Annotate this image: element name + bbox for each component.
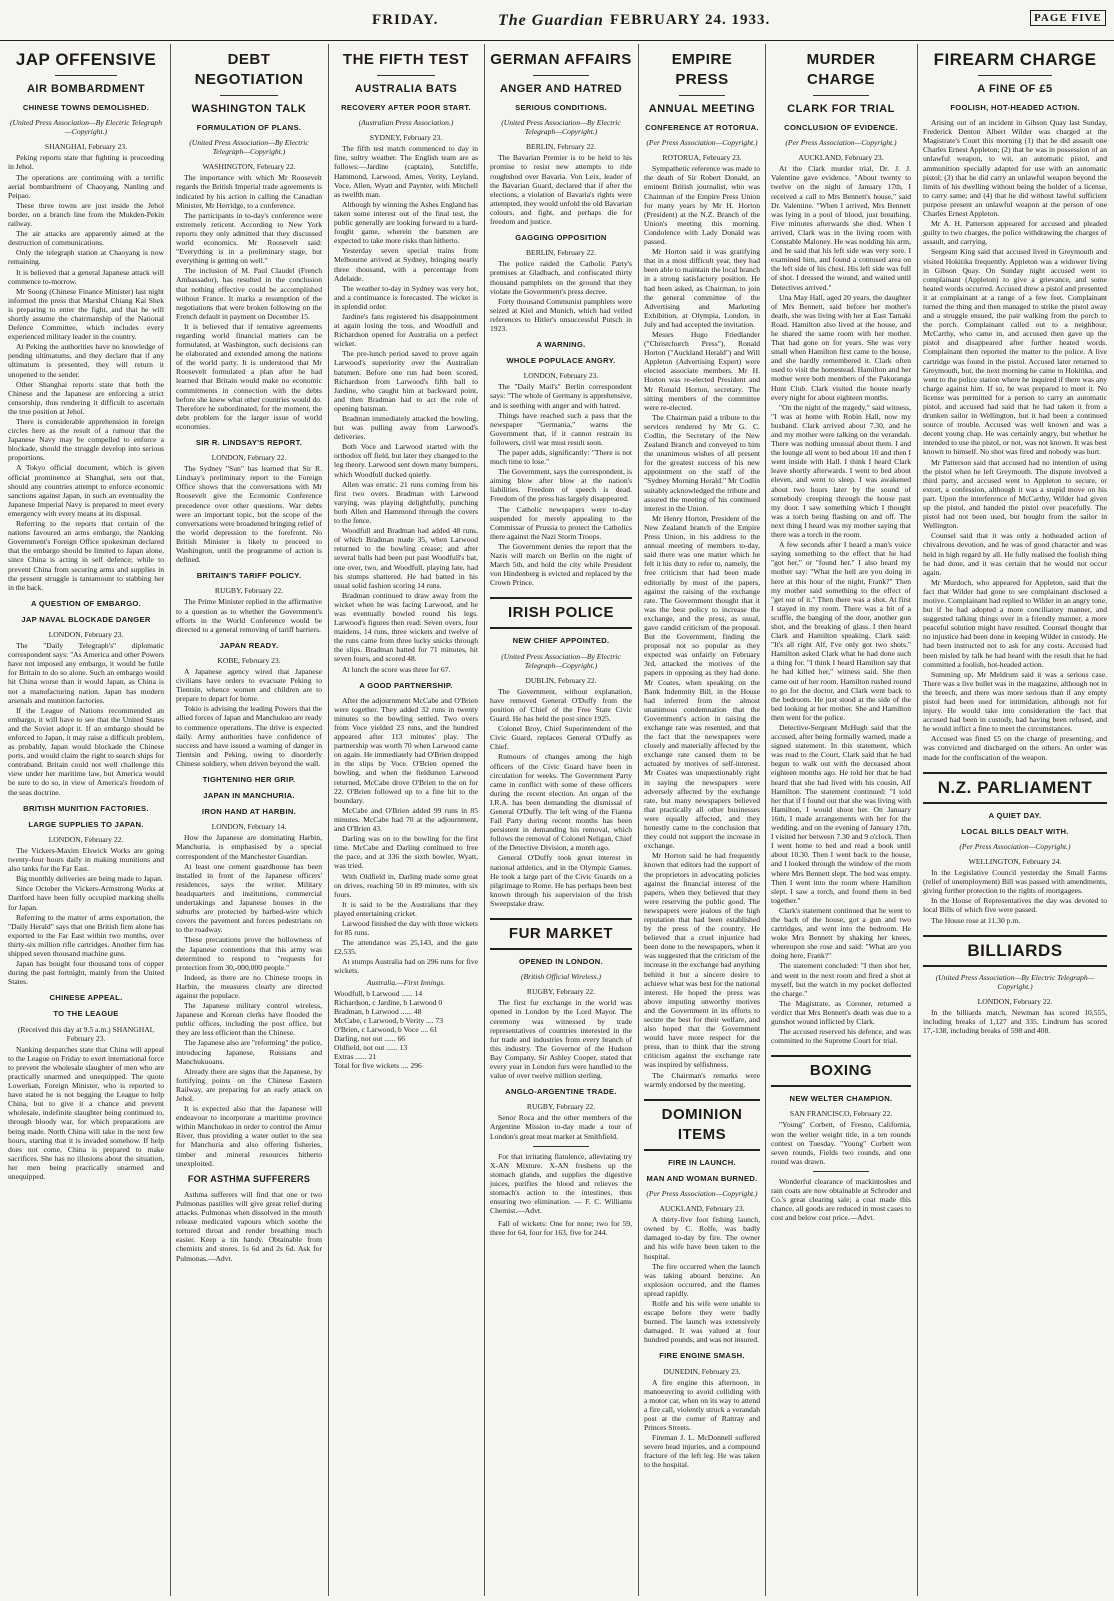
- paragraph: With Oldfield in, Darling made some great on drives, reaching 50 in 89 minutes, with six fours.: [334, 871, 478, 899]
- paragraph: Mr Horton said he had frequently known that editors had the support of the proprietors in advocating policies against the financial interest of the papers, when they believed that they were reserving the public good. The newspapers were jealous of the high reputation that had been established by the press of the country. He believed that a cruel injustice had been done to the newspapers, when it was suggested that the criticism of the increase in the exchange had anything behind it but a sincere desire to achieve what was best for the national interest. He hoped the press was above imputing unworthy motives and the Government in its efforts to secure the best for their welfare, and also hoped that the Government would have more respect for the press, than to think that the strong criticism against the exchange rate was inspired by selfishness.: [644, 851, 760, 1070]
- scorecard-line: Bradman, b Larwood ...... 48: [334, 1006, 422, 1016]
- headline: GERMAN AFFAIRS: [490, 51, 632, 68]
- paragraph: The pre-lunch period saved to prove again Larwood's superiority over the Australian batsmen. Before one run had been scored, Richardson from Larwood's fifth ball to Jardine, who caught him at backward point, and then Bradman had to act the role of opening batsman.: [334, 349, 478, 413]
- section-head: FIRE ENGINE SMASH.: [659, 1351, 745, 1361]
- scorecard-line: Oldfield, not out ...... 13: [334, 1043, 408, 1053]
- paragraph: The first fur exchange in the world was opened in London by the Lord Mayor. The ceremony was witnessed by trade representatives of countries interested in the fur trade and industries from every branch of this industry. The Governor of the Hudson Bay Company, Sir Ashley Cooper, stated that every year in London furs were handled to the value of over twelve million sterling.: [490, 998, 632, 1081]
- paragraph: The accused reserved his defence, and was committed to the Supreme Court for trial.: [771, 1027, 911, 1046]
- paragraph: Mr Horton said it was gratifying that in a most difficult year, they had been able to maintain the local branch in a strong satisfactory position. He had been asked, as Chairman, to join the general committee of the Advertising and Marketing Exhibition, at Olympia, London, in July and had accepted the invitation.: [644, 247, 760, 329]
- headline-box: [644, 1099, 760, 1151]
- headline: BILLIARDS: [967, 940, 1063, 960]
- paragraph: The paper adds, significantly: "There is not much time to lose.": [490, 448, 632, 467]
- paragraph: McCabe and O'Brien added 99 runs in 85 minutes. McCabe had 70 at the adjournment, and O'Brien 43.: [334, 805, 478, 834]
- paragraph: The Japanese military control wireless, Japanese and Korean clerks have flooded the public offices, including the post office, but they are less efficient than the Chinese.: [176, 1001, 322, 1038]
- kicker: NEW CHIEF APPOINTED.: [512, 636, 610, 646]
- paragraph: Nanking despatches state that China will appeal to the League on Friday to exert international force to prevent the wholesale slaughter of men who are practically unarmed and unequipped. The quote Lowerkan, Foreign Minister, who is reported to have stated he is not begging the League to help China, but to give it a chance and prevent wholesale, indefinite slaughter being continued to, through bloody war, for which preparations are being made. North China will take in the next few hours, starting that it is invaded somehow. If help does not come, China is prepared to make sacrifices. She has no illusions about the situation, her men being practically unarmed and unequipped.: [8, 1044, 164, 1182]
- paragraph: Sympathetic reference was made to the death of Sir Robert Donald, an eminent British journalist, who was Chairman of the Empire Press Union for many years by Mr H. Horton (President) at the N.Z. Branch of the Union's meeting this morning. Condolence with Lady Donald was passed.: [644, 164, 760, 247]
- section-head: MAN AND WOMAN BURNED.: [646, 1173, 758, 1183]
- paragraph: Senor Roca and the other members of the Argentine Mission to-day made a tour of London's great meat market at Smithfield.: [490, 1113, 632, 1141]
- headline: N.Z. PARLIAMENT: [937, 777, 1093, 797]
- column-empire-press: [644, 44, 760, 1596]
- paragraph: The participants in to-day's conference were extremely reticent. According to New York reports they only admitted that they discussed world economics. Mr Roosevelt said: "Everything is in a preliminary stage, but everything is getting on well.": [176, 210, 322, 266]
- paragraph: Woodfull and Bradman had added 48 runs, of which Bradman made 35, when Larwood returned to the bowling crease; and after several balls had been put past Woodfull's bat, one over, two, and Woodfull, playing late, had his stumps shattered. He had batted in his usual solid fashion scoring 14 runs.: [334, 526, 478, 590]
- subheadline: A FINE OF £5: [977, 83, 1053, 95]
- paragraph: Although by winning the Ashes England has taken some interest out of the final test, the public generally are looking forward to a hard-fought game, wherein the batsmen are expected to take more risks than hitherto.: [334, 199, 478, 246]
- paragraph: Counsel said that it was only a hotheaded action of chivalrous devotion, and he was of good character and was held in high regard by all. He fully realised the foolish thing he had done, and it was certain that he would not occur again.: [923, 531, 1107, 577]
- section-head: TIGHTENING HER GRIP.: [202, 775, 296, 784]
- section-head: ANGLO-ARGENTINE TRADE.: [505, 1087, 617, 1097]
- paragraph: Sergeant King said that accused lived in Greymouth and visited Hokitika frequently. Appleton was a widower living in Gibson Quay. On Sunday night accused went to complainant (Appleton) to give a grievance, and some heated words occurred. Accused drew a pistol and presented it at complainant at a range of a few feet. Complainant turned the thing and then managed to strike the pistol away and a struggle ensued, the pair walking from the porch to the porch. Complainant called out to a neighbour, McCarthy, who came in, and accused then gave up the pistol and disappeared after further heated words. Complainant then reported the matter to the police. A live cartridge was found in the pistol. Accused later returned to Greymouth, but, the next morning he came to Hokitika, and went to the police station where he inquired if there was any charge against him. If so, he was prepared to meet it. No license was permitted for a person to carry an automatic pistol, and accused had said that he had taken it from a drunken sailor in Wellington, but it had been a continued source of trouble. Accused was well known and was a decent young chap. He was certainly angry, but whether he intended to use the pistol, or not, was not known. It was best known to himself. No shot was fired and nobody was hurt.: [923, 247, 1107, 457]
- credit-line: (Per Press Association—Copyright.): [646, 1188, 758, 1198]
- paragraph: The importance with which Mr Roosevelt regards the British Imperial trade agreements is indicated by his action in calling the Canadian Minister, Mr Herridge, to a conference.: [176, 173, 322, 210]
- dateline: LONDON, February 23.: [523, 371, 599, 381]
- paragraph: The "Daily Mail's" Berlin correspondent says: "The whole of Germany is apprehensive, and is seething with anger and with hatred.: [490, 382, 632, 410]
- headline: EMPIRE PRESS: [671, 51, 733, 88]
- paragraph: Only the telegraph station at Chaoyang is now remaining.: [8, 248, 164, 267]
- dateline: LONDON, February 14.: [211, 822, 287, 832]
- scorecard-head: Australia.—First Innings.: [366, 977, 446, 987]
- divider: [55, 75, 117, 76]
- masthead-title: The Guardian: [498, 12, 604, 29]
- paragraph: Mr A. H. Patterson appeared for accused and pleaded guilty to two charges, the police withdrawing the charges of assault, and carrying.: [923, 219, 1107, 247]
- headline: BOXING: [809, 1062, 873, 1080]
- paragraph: Referring to the reports that certain of the nations favoured an arms embargo, the Nanking Government's Foreign Office spokesman declared that the embargo should be limited to Japan alone, since China is acting in self defence; while to prevent China from securing arms and supplies in the present struggle is tantamount to stabbing her in the back.: [8, 519, 164, 592]
- dateline: AUCKLAND, February 23.: [798, 153, 884, 163]
- divider: [978, 75, 1052, 76]
- column-rule: [484, 44, 485, 1596]
- paragraph: The operations are continuing with a terrific aerial bombardment of Chaoyang, Nanling and Peipao.: [8, 172, 164, 200]
- scorecard-line: Extras ...... 21: [334, 1052, 377, 1062]
- kicker: FORMULATION OF PLANS.: [196, 123, 302, 132]
- paragraph: Colonel Broy, Chief Superintendent of the Civic Guard, replaces General O'Duffy as Chief.: [490, 724, 632, 752]
- paragraph: The Sydney "Sun" has learned that Sir R. Lindsay's preliminary report to the Foreign Office shows that the conversations with Mr Roosevelt give the Economic Conference precedence over other questions. War debts were an important topic, but the scope of the conversations were broadened bringing relief of the world depression to the forefront. No British Minister is likely to proceed to Washington, until the programme of action is defined.: [176, 464, 322, 565]
- paragraph: "Young" Corbett, of Fresno, California, won the welter weight title, in a ten rounds contest on Tuesday. "Young" Corbett won seven rounds, Fields two rounds, and one round was drawn.: [771, 1120, 911, 1166]
- paragraph: In the billiards match, Newman has scored 10,555, including breaks of 1,127 and 335. Lindrum has scored 17,-138, including breaks of 598 and 408.: [923, 1007, 1107, 1036]
- paragraph: The Bavarian Premier is to be held to his promise to resist new attempts to ride roughshod over Bavaria. Von Leix, leader of the Bavarian Guard, declared that if after the elections, a violation of Bavaria's rights were attempted, they would unfold the old Bavarian colours, and fight, and perhaps die for freedom and justice.: [490, 153, 632, 227]
- kicker: FOOLISH, HOT-HEADED ACTION.: [950, 103, 1080, 112]
- paragraph: The Prime Minister replied in the affirmative to a question as to whether the Government's efforts in the World Conference would be directed to a general removing of tariff barriers.: [176, 597, 322, 634]
- kicker: CONCLUSION OF EVIDENCE.: [784, 123, 898, 132]
- divider: [377, 75, 435, 76]
- scorecard-line: Richardson, c Jardine, b Larwood 0: [334, 997, 443, 1007]
- paragraph: After the adjournment McCabe and O'Brien were together. They added 32 runs in twenty minutes so the bowling settled. Two overs from Voce yielded 23 runs, and the hundred appeared after 113 minutes' play. The partnership was worth 70 when Larwood came on again. He immediately had O'Brien dropped in the slips by Voce. O'Brien opened the bowling, and when the fieldsmen Larwood returned, McCabe drove O'Brien to the on for 22. O'Brien followed up to a fine hit to the boundary.: [334, 695, 478, 805]
- section-head: A QUESTION OF EMBARGO.: [30, 598, 142, 608]
- section-head: NEW WELTER CHAMPION.: [789, 1094, 893, 1104]
- paragraph: Mr Murdoch, who appeared for Appleton, said that the fact that Wilder had gone to see complainant disclosed a motive. Complainant had replied to Wilder in an angry tone, but if he had adopted a more conciliatory manner, and suggested talking things over in a friendly manner, a more peaceful solution might have resulted. Counsel thought that no injustice had been done in keeping Wilder in custody. He had been instructed not to ask for any costs. Accused had been misled by talk he had heard with the result that he had committed a foolish, hot-headed action.: [923, 577, 1107, 669]
- section-head: BRITAIN'S TARIFF POLICY.: [196, 571, 302, 581]
- scorecard-line: McCabe, c Larwood, b Verity .... 73: [334, 1015, 444, 1025]
- paragraph: The "Daily Telegraph's" diplomatic correspondent says: "As America and other Powers have not imposed any embargo, it would be futile for Britain to do so alone. Such an embargo would hit China worse than it would Japan, as China is not a manufacturing nation. Japan has modern arsenals and munition factories.: [8, 641, 164, 705]
- dateline: RUGBY, February 22.: [526, 1102, 596, 1112]
- headline: IRISH POLICE: [507, 604, 614, 622]
- divider: [813, 1171, 869, 1172]
- column-debt-negotiation: [176, 44, 322, 1596]
- section-head: JAP NAVAL BLOCKADE DANGER: [21, 614, 151, 624]
- paragraph: Jardine's fans registered his disappointment at again losing the toss, and Woodfull and Richardson opened for Australia on a perfect wicket.: [334, 311, 478, 349]
- subheadline: AIR BOMBARDMENT: [26, 83, 146, 95]
- section-head: JAPAN READY.: [219, 640, 279, 650]
- paragraph: A thirty-five foot fishing launch, owned by C. Rolfe, was badly damaged to-day by fire. The owner and his wife have been taken to the hospital.: [644, 1215, 760, 1261]
- subheadline: ANGER AND HATRED: [499, 83, 623, 95]
- paragraph: At lunch the score was three for 67.: [342, 664, 451, 674]
- paragraph: Allen was erratic. 21 runs coming from his first two overs. Bradman with Larwood varying, was playing delightfully, punching both Allen and Hammond through the covers to the fence.: [334, 479, 478, 526]
- paragraph: Arising out of an incident in Gibson Quay last Sunday, Frederick Denton Albert Wilder was charged at the Magistrate's Court this morning (1) that he did assault one Charles Ernest Appleton; (2) that he was in possession of an unlawful weapon, to wit, an automatic pistol, and ammunition specially adapted for use with an automatic pistol; (3) that he did carry an unlawful weapon beyond the limits of his dwelling without being the holder of a license, to carry same; and (4) that he did without lawful sufficient purpose present an unlawful weapon at the person of one Charles Ernest Appleton.: [923, 118, 1107, 219]
- advert-text: Asthma sufferers will find that one or two Pulmonas pastilles will give great relief during attacks. Pulmonas when dissolved in the mouth release medicated vapours which soothe the tortured throat and render breathing much easier. Keep a tin handy. Obtainable from chemists and stores. 1s 6d and 2s 6d. Ask for Pulmonas.—Advt.: [176, 1189, 322, 1263]
- section-head: A WARNING.: [536, 340, 586, 350]
- paragraph: The Chairman paid a tribute to the services rendered by Mr G. C. Codlin, the Secretary of the New Zealand Branch and conveyed to him the unanimous wishes of all present for the greatest success of his new appointment on the staff of the "Sydney Morning Herald." Mr Codlin suitably acknowledged the tribute and assured the meeting of his continued interest in the Union.: [644, 412, 760, 513]
- paragraph: "On the night of the tragedy," said witness, "I was at home with Robin Hall, now my husband. Clark arrived about 7.30, and he and my mother were talking on the verandah. There was nothing unusual about them. I and the lounge all went to bed about 10 and then I went inside with Hall. I think I heard Clark leave shortly afterwards. I went to bed about eleven, and went to sleep. I was awakened about two hours later by the sound of somebody creeping through the house past my door. I saw something which I thought was a torch being flashing on and off. The next thing I heard was my mother saying that there was a torch in the room.: [771, 402, 911, 540]
- dateline: KOBE, February 23.: [217, 655, 281, 665]
- subheadline: WASHINGTON TALK: [191, 103, 307, 115]
- paragraph: Japan has bought four thousand tons of copper during the past fortnight, mainly from the United States.: [8, 959, 164, 987]
- dateline: SHANGHAI, February 23.: [44, 142, 128, 152]
- paragraph: The weather to-day in Sydney was very hot, and a continuance is forecasted. The wicket is in splendid order.: [334, 283, 478, 311]
- paragraph: How the Japanese are dominating Harbin, Manchuria, is emphasised by a special correspondent of the Manchester Guardian.: [176, 833, 322, 861]
- masthead-date: FEBRUARY 24. 1933.: [610, 12, 771, 28]
- masthead: [0, 0, 1114, 41]
- headline-box: [923, 772, 1107, 804]
- paragraph: These precautions prove the hollowness of the Japanese contentions that this army was determined to respond to "requests for protection from 30,-000,000 people.": [176, 935, 322, 972]
- credit-line: (United Press Association—By Electric Telegraph—Copyright.): [501, 651, 621, 670]
- paragraph: The inclusion of M. Paul Claudel (French Ambassador), has resulted in the conclusion that nothing effective could be accomplished without France. It marks a resumption of the negotiations that were broken following on the French default in payment on December 15.: [176, 266, 322, 321]
- dateline: DUNEDIN, February 23.: [663, 1366, 741, 1376]
- paragraph: Clark's statement continued that he went to the bach of the house, got a gun and two cartridges, and went into the bedroom. He woke Mrs Bennett by shaking her knees, whereupon she rose and said: "What are you doing here, Frank?": [771, 905, 911, 961]
- paragraph: It is believed that a general Japanese attack will commence to-morrow.: [8, 267, 164, 286]
- credit-line: (Per Press Association—Copyright.): [785, 138, 897, 148]
- paragraph: The statement concluded: "I then shot her, and went to the next room and fired a shot at myself, but the watch in my pocket deflected the charge.": [771, 961, 911, 998]
- paragraph: At least one cement guardhouse has been installed in front of the Japanese officers' residences, says the writer. Military headquarters and institutions, commercial undertakings and Japanese houses in the suburbs are protected by barbed-wire which covers the pavement and forces pedestrians on to the roadway.: [176, 861, 322, 935]
- headline-box: [490, 918, 632, 950]
- paragraph: If the League of Nations recommended an embargo, it will have to see that the United States and the Soviet adopt it. If an embargo should be enforced to Japan, it may raise a difficult problem, as probably, Japan would blockade the Chinese ports, and would claim the right to search ships for contraband. Britain could not well challenge this view under her maritime law, but America would be sure to do so, in view of America's freedom of the seas doctrine.: [8, 705, 164, 797]
- column-rule: [765, 44, 766, 1596]
- dateline: BERLIN, February 22.: [525, 248, 597, 258]
- advert-text: Wonderful clearance of mackintoshes and rain coats are now obtainable at Schroder and Co.'s great clearing sale; a coat made this chance, all goods are reduced in most cases to cost and below cost price.—Advt.: [771, 1176, 911, 1223]
- credit-line: (British Official Wireless.): [520, 972, 602, 982]
- masthead-day: FRIDAY.: [372, 12, 439, 28]
- headline-box: [490, 597, 632, 629]
- column-jap-offensive: [8, 44, 164, 1596]
- headline-box: [923, 935, 1107, 967]
- paragraph: A Japanese agency wired that Japanese civilians have orders to evacuate Peking to Tientsin, whence women and children are to prepare to depart for home.: [176, 666, 322, 704]
- paragraph: Fireman J. L. McDonnell suffered severe head injuries, and a compound fracture of the left leg. He was taken to the hospital.: [644, 1433, 760, 1470]
- paragraph: The Government denies the report that the Nazis will march on Berlin on the night of March 5th, and hold the city while President von Hindenberg is evicted and replaced by the Crown Prince.: [490, 541, 632, 588]
- paragraph: General O'Duffy took great interest in national athletics, and in the Olympic Games. He took a large part of the Civic Guards on a pilgrimage to Rome. He has perhaps been best known through his supervision of the Irish Sweepstake draw.: [490, 853, 632, 908]
- headline: THE FIFTH TEST: [342, 51, 470, 68]
- paragraph: The Chairman's remarks were warmly endorsed by the meeting.: [644, 1070, 760, 1089]
- headline: FIREARM CHARGE: [933, 50, 1097, 69]
- paragraph: At Peking the authorities have no knowledge of pending ultimatums, and they declare that if any ultimatum is presented, they will return it unopened to the sender.: [8, 342, 164, 379]
- paragraph: Mr Henry Horton, President of the New Zealand branch of the Empire Press Union, in his address to the annual meeting of members to-day, said there was one matter which he felt it his duty to refer to, namely, the free criticism that had been made editorially by most of the papers, against the raising of the exchange rate. The Government thought that it was the best policy to increase the exchange, and the press, as usual, gave candid criticism of the proposal. But the Government, finding the proposal not so popular as they expected was unfairly on February 3rd, attacked the motives of the papers in opposing as they had done. Mr Coates, when speaking on the Bank Indemnity Bill, in the House had inferred from the almost unanimous condemnation that the Government's action in raising the exchange rate was resented, and that the fact that the newspapers were closely and materially affected by the exchange rate caused them to be actuated by motives of self-interest. Mr Coates was unquestionably right in saying the newspapers were adversely affected by the exchange rate, but many newspapers believed that practically all other businesses were equally affected, and they honestly came to the conclusion that they could not support the increase in exchange.: [644, 513, 760, 851]
- paragraph: The police raided the Catholic Party's premises at Gladbach, and confiscated thirty thousand pamphlets on the ground that they violate the Government's press decree.: [490, 259, 632, 296]
- credit-line: (Per Press Association—Copyright.): [959, 841, 1071, 851]
- paragraph: Already there are signs that the Japanese, by fortifying points on the Chinese Eastern Railway, are preparing for an early attack on Jehol.: [176, 1066, 322, 1103]
- paragraph: The air attacks are apparently aimed at the destruction of communications.: [8, 229, 164, 248]
- credit-line: (Australian Press Association.): [358, 118, 454, 128]
- advert-text: For that irritating flatulence, alleviating try X-AN Mixture. X-AN freshens up the stomach glands, and supplies the digestive juices, purifies the blood and relieves the stomach's action to the intestines, thus ensuring two elimination. — F. C. Williams Chemist.—Advt.: [490, 1151, 632, 1216]
- headline-box: [771, 1055, 911, 1087]
- column-rule: [170, 44, 171, 1596]
- paragraph: There is considerable apprehension in foreign circles here as the result of a rumour that the Japanese Navy may be compelled to enforce a blockade, should the struggle develop into serious proportions.: [8, 417, 164, 463]
- paragraph: At stumps Australia had on 296 runs for five wickets.: [334, 957, 478, 976]
- scorecard-line: Woodfull, b Larwood ...... 14: [334, 988, 423, 998]
- dateline: WELLINGTON, February 24.: [968, 856, 1062, 866]
- paragraph: Rumours of changes among the high officers of the Civic Guard have been in circulation for weeks. The Government Party came in conflict with some of these officers during the recent election. An organ of the I.R.A. has been demanding the dismissal of General O'Duffy. The left wing of the Fianna Fail Party during recent months has been persistent in demanding his removal, which follows the removal of Colonel Neligan, Chief of the Detective Division, a month ago.: [490, 752, 632, 853]
- dateline: AUCKLAND, February 23.: [659, 1204, 745, 1214]
- paragraph: The Catholic newspapers were to-day suspended for merely appealing to the Commissar of Prussia to protect the Catholics there against the Nazi Storm Troops.: [490, 504, 632, 541]
- divider: [533, 1146, 590, 1147]
- paragraph: The fire occurred when the launch was taking aboard benzine. An explosion occurred, and the flames spread rapidly.: [644, 1261, 760, 1298]
- section-head: CHINESE APPEAL.: [49, 993, 123, 1003]
- divider: [533, 75, 590, 76]
- paragraph: Bradman continued to draw away from the wicket when he was facing Larwood, and he was eventually bowled round his legs. Larwood's figures then read: Seven overs, four maidens, 14 runs, three wickets and twelve of the runs came from three lucky snicks through the slips. Bradman batted for 71 minutes, hit seven fours, and scored 48.: [334, 590, 478, 664]
- divider: [679, 95, 725, 96]
- kicker: RECOVERY AFTER POOR START.: [341, 103, 471, 112]
- headline: FUR MARKET: [508, 925, 614, 943]
- headline: MURDER CHARGE: [806, 51, 876, 88]
- dateline: DUBLIN, February 22.: [525, 675, 597, 685]
- divider: [813, 95, 869, 96]
- paragraph: Since October the Vickers-Armstrong Works at Dartford have been fully occupied marking shells for Japan.: [8, 884, 164, 912]
- subheadline: ANNUAL MEETING: [648, 103, 756, 115]
- column-rule: [638, 44, 639, 1596]
- dateline: LONDON, February 22.: [211, 453, 287, 463]
- dateline: WASHINGTON, February 22.: [202, 162, 296, 172]
- paragraph: It is believed that if tentative agreements regarding world financial matters can be formulated, at Washington, such decisions can be elaborated and extended among the nations of the world party. It is understood that Mr Roosevelt formulated a plan after he had learned that Britain would make no economic commitments in connection with the debts before she knew what other countries would do. Therefore he subordinated, for the moment, the debt problem for the larger issue of world economies.: [176, 321, 322, 431]
- paragraph: Mr Soong (Chinese Finance Minister) last night informed the press that Marshal Chiang Kai Shek is preparing to enter the fight, and that he will shortly assume the chairmanship of the National Defence Committee, which includes every experienced military leader in the country.: [8, 286, 164, 342]
- paragraph: The attendance was 25,143, and the gate £2,535.: [334, 938, 478, 957]
- paragraph: Una May Hall, aged 20 years, the daughter of Mrs Bennett, said before her mother's death, she was living with her at East Tamaki Road. Hamilton also lived at the house, and he shared the same room with her mother. That had gone on for years. She was very small when Hamilton first came to the house, and she hardly remembered it. Clark often used to visit the homestead. Hamilton and her mother were both members of the Pakuranga Hunt Club. Clark visited the house nearly every night for about eighteen months.: [771, 292, 911, 402]
- paragraph: Summing up, Mr Meldrum said it was a serious case. There was a live bullet was in the magazine, although not in the breech, and there was more serious than if any empty pistol had been used for intimidation, although not for injury. He would take into consideration the fact that accused had been in custody, had having been refused, and he would inflict a fine to meet the circumstances.: [923, 669, 1107, 734]
- kicker: SERIOUS CONDITIONS.: [515, 103, 607, 112]
- headline: JAP OFFENSIVE: [15, 50, 157, 69]
- credit-line: (United Press Association—By Electric Telegraph—Copyright.): [189, 138, 309, 157]
- scorecard-line: O'Brien, c Larwood, b Voce .... 61: [334, 1025, 438, 1034]
- divider: [220, 95, 278, 96]
- paragraph: Big monthly deliveries are being made to Japan.: [16, 874, 163, 884]
- paragraph: Larwood finished the day with three wickets for 85 runs.: [334, 918, 478, 938]
- column-german-affairs: [490, 44, 632, 1596]
- paragraph: The Vickers-Maxim Elswick Works are going twenty-four hours daily in making munitions and also tanks for the Far East.: [8, 845, 164, 874]
- paragraph: Peking reports state that fighting is proceeding in Jehol.: [8, 153, 164, 172]
- paragraph: Forty thousand Communist pamphlets were seized at Kiel and Munich, which had veiled references to Hitler's unsuccessful Putsch in 1923.: [490, 296, 632, 333]
- credit-line: (United Press Association—By Electric Telegraph—Copyright.): [935, 972, 1095, 991]
- paragraph: A fire engine this afternoon, in manoeuvring to avoid colliding with a motor car, when on its way to attend a fire call, violently struck a verandah post at the corner of Rattray and Princes Streets.: [644, 1377, 760, 1433]
- paragraph: Messrs Hugo Friedlander ("Christchurch Press"), Ronald Horton ("Auckland Herald") and Will Appleton (Advertising Expert) were elected associate members. Mr H. Horton was re-elected President and Mr Ronald Horton, secretary. The sitting members of the committee were re-elected.: [644, 329, 760, 412]
- dateline: LONDON, February 22.: [48, 834, 124, 844]
- paragraph: The House rose at 11.30 p.m.: [931, 915, 1021, 925]
- paragraph: Indeed, as there are no Chinese troops in Harbin, the measures clearly are directed against the populace.: [176, 972, 322, 1000]
- paragraph: These three towns are just inside the Jehol border, on a branch line from the Mukden-Pekin railway.: [8, 200, 164, 229]
- section-head: FIRE IN LAUNCH.: [668, 1157, 736, 1167]
- credit-line: (United Press Association—By Electric Telegraph—Copyright.): [501, 118, 621, 137]
- dateline: SYDNEY, February 23.: [369, 133, 443, 143]
- dateline: RUGBY, February 22.: [526, 987, 596, 997]
- paragraph: Tokio is advising the leading Powers that the allied forces of Japan and Manchukuo are ready to commence operations. The drive is expected daily. Army authorities have confidence of success and have issued a warning of danger in Tientsin and Peking, owing to disorderly Chinese soldiery, when driven beyond the wall.: [176, 704, 322, 768]
- kicker: OPENED IN LONDON.: [519, 957, 603, 967]
- paragraph: Other Shanghai reports state that both the Chinese and the Japanese are enforcing a strict censorship, thus rendering it difficult to ascertain the true position at Jehol.: [8, 379, 164, 416]
- scorecard-line: Darling, not out ...... 66: [334, 1034, 406, 1044]
- section-head: IRON HAND AT HARBIN.: [201, 807, 297, 817]
- dateline: LONDON, February 22.: [977, 996, 1053, 1006]
- column-rule: [328, 44, 329, 1596]
- kicker: CHINESE TOWNS DEMOLISHED.: [22, 103, 150, 112]
- paragraph: The Government, without explanation, have removed General O'Duffy from the position of Chief of the Free State Civic Guard. He has held the post since 1925.: [490, 686, 632, 724]
- paragraph: Both Voce and Larwood started with the orthodox off field, but later they changed to the leg theory. Larwood sent down many bumpers, which Woodfull ducked quietly.: [334, 442, 478, 479]
- paragraph: The Magistrate, as Coroner, returned a verdict that Mrs Bennett's death was due to a gunshot wound inflicted by Clark.: [771, 998, 911, 1026]
- paragraph: The Japanese also are "reforming" the police, introducing Japanese, Russians and Manchukuoans.: [176, 1038, 322, 1066]
- masthead-page: PAGE FIVE: [1030, 10, 1106, 26]
- dateline: LONDON, February 23.: [48, 629, 124, 639]
- headline: DEBT NEGOTIATION: [194, 51, 304, 88]
- paragraph: In the House of Representatives the day was devoted to local Bills of which five were passed.: [923, 896, 1107, 915]
- dateline: BERLIN, February 22.: [525, 142, 597, 152]
- section-head: BRITISH MUNITION FACTORIES.: [23, 803, 149, 813]
- paragraph: It is expected also that the Japanese will endeavour to incorporate a maritime province within Manchukuo in order to control the Amur River, thus providing a water outlet to the sea for Manchuria and also offering fisheries, timber and mineral resources hitherto unexploited.: [176, 1104, 322, 1168]
- advert-head: FOR ASTHMA SUFFERERS: [187, 1173, 311, 1184]
- section-head: JAPAN IN MANCHURIA.: [203, 791, 295, 801]
- scorecard-total: Total for five wickets .... 296: [334, 1061, 422, 1071]
- paragraph: Mr Patterson said that accused had no intention of using the pistol when he left Greymouth. The dispute involved a third party, and accused went to Appleton to secure, or extort, a confession, although it was a stupid move on his part. Upon the interference of McCarthy, Wilder had given up the pistol, and handed the pistol over peacefully. The pistol had not been used, but bought from the sailor in Wellington.: [923, 457, 1107, 531]
- paragraph: Yesterday seven special trains from Melbourne arrived at Sydney, bringing nearly three thousand, with a percentage from Adelaide.: [334, 246, 478, 283]
- column-firearm-charge: [923, 44, 1107, 1596]
- credit-line: (Per Press Association—Copyright.): [646, 138, 758, 148]
- section-head: GAGGING OPPOSITION: [515, 233, 607, 243]
- section-head: LOCAL BILLS DEALT WITH.: [961, 826, 1069, 836]
- column-fifth-test: [334, 44, 478, 1596]
- section-head: WHOLE POPULACE ANGRY.: [506, 356, 616, 366]
- paragraph: Rolfe and his wife were unable to escape before they were badly burned. The launch was extensively damaged. It was valued at four hundred pounds, and was not insured.: [644, 1298, 760, 1345]
- section-head: SIR R. LINDSAY'S REPORT.: [195, 438, 303, 447]
- section-head: TO THE LEAGUE: [53, 1009, 119, 1019]
- dateline: ROTORUA, February 23.: [662, 153, 742, 163]
- footnote: Fall of wickets: One for none; two for 59, three for 64, four for 163, five for 244.: [490, 1219, 632, 1238]
- subheadline: CLARK FOR TRIAL: [787, 103, 895, 115]
- paragraph: Detective-Sergeant McHugh said that the accused, after being formally warned, made a signed statement. In this statement, which was read to the Court, Clark said that he had begun to walk out with the deceased about eighteen months ago. He told her that he had heard that she had lived with his cousin, Alf Hamilton. The statement continued: "I told her that if I found out that she was living with Hamilton, I would shoot her. On January 16th, I made arrangements with her for the wedding, and on the evening of January 17th, I visited her between 7.30 and 9 o'clock. Then I went home to bed and read a book until about 10.30. Then I went back to the house, and I looked through the window of the room where Mrs Bennett slept. The bed was empty. Then I went into the room where Hamilton slept. I saw a torch, and found them in bed together.": [771, 723, 911, 905]
- section-head: LARGE SUPPLIES TO JAPAN.: [28, 819, 144, 829]
- kicker: CONFERENCE AT ROTORUA.: [645, 123, 759, 132]
- section-head: A QUIET DAY.: [988, 810, 1042, 820]
- paragraph: Referring to the matter of arms exportation, the "Daily Herald" says that one British firm alone has exported to the Far East within two months, over thirty-six million rifle cartridges. Another firm has shipped seven thousand machine guns.: [8, 912, 164, 958]
- paragraph: Darling was on to the bowling for the first time. McCabe and Darling continued to free the pace, and at 336 the sixth bowler, Wyatt, was tried.: [334, 834, 478, 871]
- column-rule: [917, 44, 918, 1596]
- paragraph: Accused was fined £5 on the charge of presenting, and was convicted and discharged on the others. An order was made for the confiscation of the weapon.: [923, 734, 1107, 762]
- headline: DOMINION ITEMS: [661, 1105, 743, 1143]
- paragraph: The Government, says the correspondent, is aiming blow after blow at the nation's liabilities. Freedom of speech is dead. Freedom of the press has largely disappeared.: [490, 467, 632, 504]
- paragraph: Bradman immediately attacked the bowling, but was pulling away from Larwood's deliveries.: [334, 414, 478, 442]
- paragraph: The fifth test match commenced to day in fine, sultry weather. The English team are as follows:—Jardine (captain), Sutcliffe, Hammond, Larwood, Ames, Verity, Leyland, Voce, Allen, Wyatt and Paynter, with Mitchell as twelfth man.: [334, 144, 478, 199]
- paragraph: In the Legislative Council yesterday the Small Farms (relief of unemployment) Bill was passed with amendments, giving further protection to the rights of mortgagees.: [923, 868, 1107, 896]
- column-murder-charge: [771, 44, 911, 1596]
- subheadline: AUSTRALIA BATS: [354, 83, 458, 95]
- paragraph: A Tokyo official document, which is given official prominence at Shanghai, sets out that, should any countries attempt to enforce economic sanctions against Japan, in such an eventuality the Japanese Imperial Navy is prepared to meet every emergency with every means at its disposal.: [8, 463, 164, 518]
- paragraph: It is said to be the Australians that they played entertaining cricket.: [334, 899, 478, 918]
- dateline: RUGBY, February 22.: [214, 586, 284, 596]
- section-head: A GOOD PARTNERSHIP.: [359, 680, 453, 690]
- credit-line: (United Press Association—By Electric Telegraph—Copyright.): [10, 118, 162, 137]
- dateline: SAN FRANCISCO, February 22.: [789, 1109, 893, 1119]
- paragraph: Things have reached such a pass that the newspaper "Germania," warns the Government that, if it cannot restrain its followers, civil war must result soon.: [490, 410, 632, 447]
- paragraph: At the Clark murder trial, Dr. J. J. Valentine gave evidence. "About twenty to twelve on the night of January 17th, I received a call to Mrs Bennett's house," said Dr. Valentine. "When I arrived, Mrs Bennett was lying in a pool of blood, just breathing. Five minutes afterwards she died. When I arrived, Clark was in the living room with Constable Maloney. He was nodding his arm, and he said that his left side was very sore. I examined him, and found a contused area on the left side of his chest. His left side was full of shot. I dressed the wound, and waited until Detectives arrived.": [771, 164, 911, 292]
- paragraph: A few seconds after I heard a man's voice saying something to the effect that he had "got her," or "found her." I also heard my mother say: "What the hell are you doing in here at this hour of the night, Frank?" Then my mother said something to the effect of "get out of it." Then there was a shot. At first I stayed in my room. There was a bit of a scuffle, the banging of the door, another gun shot, and the breaking of glass. I then heard Clark and Hamilton speaking. Clark said: "It's all right Alf, I've only got two shots." Hamilton asked Clark what he had done such a thing for. "I think I heard Hamilton say that he had killed her," witness said. She then came out of her room. Hamilton rushed round to go for the doctor, and Clark went back to the bedroom. He just stood at the side of the bed looking at her mother. She and Hamilton then went for the police.: [771, 540, 911, 722]
- dateline: (Received this day at 9.5 a.m.) SHANGHAI, February 23.: [17, 1024, 155, 1043]
